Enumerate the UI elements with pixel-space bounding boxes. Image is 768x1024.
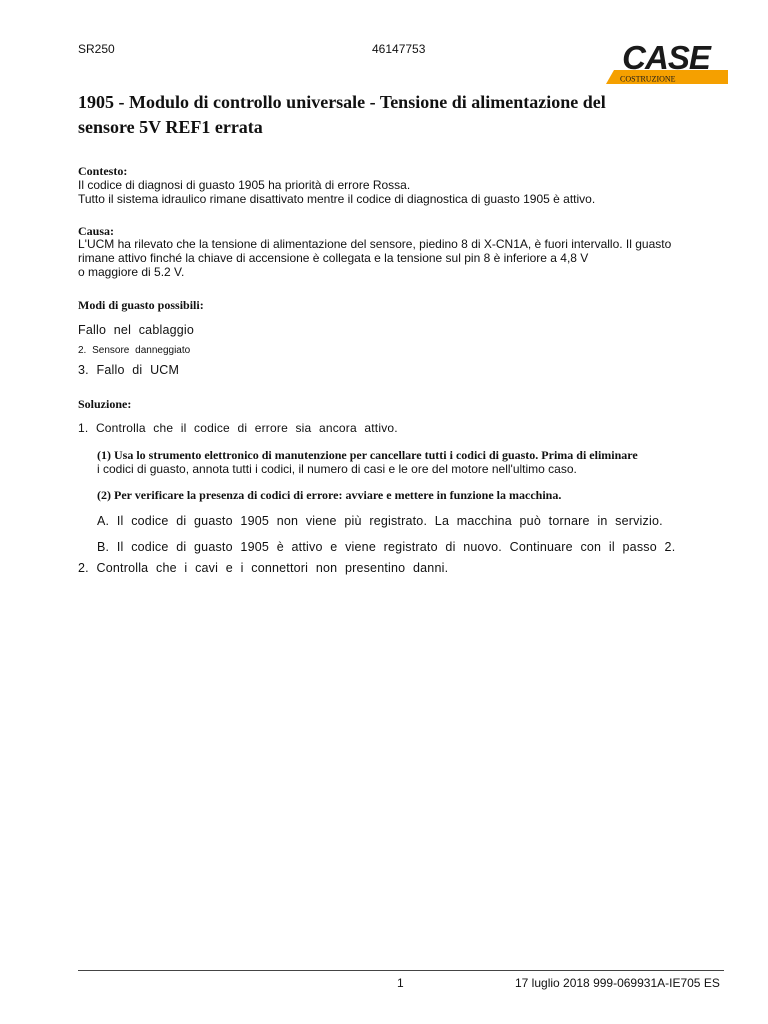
title-line-2: sensore 5V REF1 errata <box>78 117 263 137</box>
failure-mode-3: 3. Fallo di UCM <box>78 363 180 377</box>
failure-modes-heading: Modi di guasto possibili: <box>78 298 204 312</box>
page-title <box>78 90 678 140</box>
context-line-1: Il codice di diagnosi di guasto 1905 ha priorità di errore Rossa. <box>78 178 411 192</box>
page-number: 1 <box>397 976 404 990</box>
solution-step-2: 2. Controlla che i cavi e i connettori non presentino danni. <box>78 561 449 575</box>
context-heading: Contesto: <box>78 164 128 178</box>
solution-step-1: 1. Controlla che il codice di errore sia ancora attivo. <box>78 421 398 435</box>
cause-line-2: rimane attivo finché la chiave di accensione è collegata e la tensione sul pin 8 è inferiore a 4,8 V <box>78 251 589 265</box>
solution-heading: Soluzione: <box>78 397 132 411</box>
case-logo <box>596 42 728 88</box>
footer-info: 17 luglio 2018 999-069931A-IE705 ES <box>515 976 720 990</box>
solution-option-b: B. Il codice di guasto 1905 è attivo e viene registrato di nuovo. Continuare con il passo 2. <box>97 540 676 554</box>
solution-sub-2: (2) Per verificare la presenza di codici di errore: avviare e mettere in funzione la macchina. <box>97 488 562 502</box>
solution-option-a: A. Il codice di guasto 1905 non viene più registrato. La macchina può tornare in servizio. <box>97 514 663 528</box>
solution-sub-1-line-1: (1) Usa lo strumento elettronico di manutenzione per cancellare tutti i codici di guasto. Prima di eliminare <box>97 448 638 462</box>
failure-mode-2: 2. Sensore danneggiato <box>78 345 191 356</box>
solution-sub-1-line-2: i codici di guasto, annota tutti i codici, il numero di casi e le ore del motore nell'ultimo caso. <box>97 462 577 476</box>
cause-heading: Causa: <box>78 224 115 238</box>
footer-divider <box>78 970 724 971</box>
failure-mode-1: Fallo nel cablaggio <box>78 323 195 337</box>
doc-number: 46147753 <box>372 42 426 56</box>
logo-brand-text: CASE <box>622 42 710 76</box>
logo-sub-text: COSTRUZIONE <box>620 74 676 84</box>
model-label: SR250 <box>78 42 115 56</box>
title-line-1: 1905 - Modulo di controllo universale - Tensione di alimentazione del <box>78 92 606 112</box>
context-line-2: Tutto il sistema idraulico rimane disattivato mentre il codice di diagnostica di guasto 1905 è attivo. <box>78 192 596 206</box>
cause-line-1: L'UCM ha rilevato che la tensione di alimentazione del sensore, piedino 8 di X-CN1A, è fuori intervallo. Il guasto <box>78 237 672 251</box>
cause-line-3: o maggiore di 5.2 V. <box>78 265 185 279</box>
